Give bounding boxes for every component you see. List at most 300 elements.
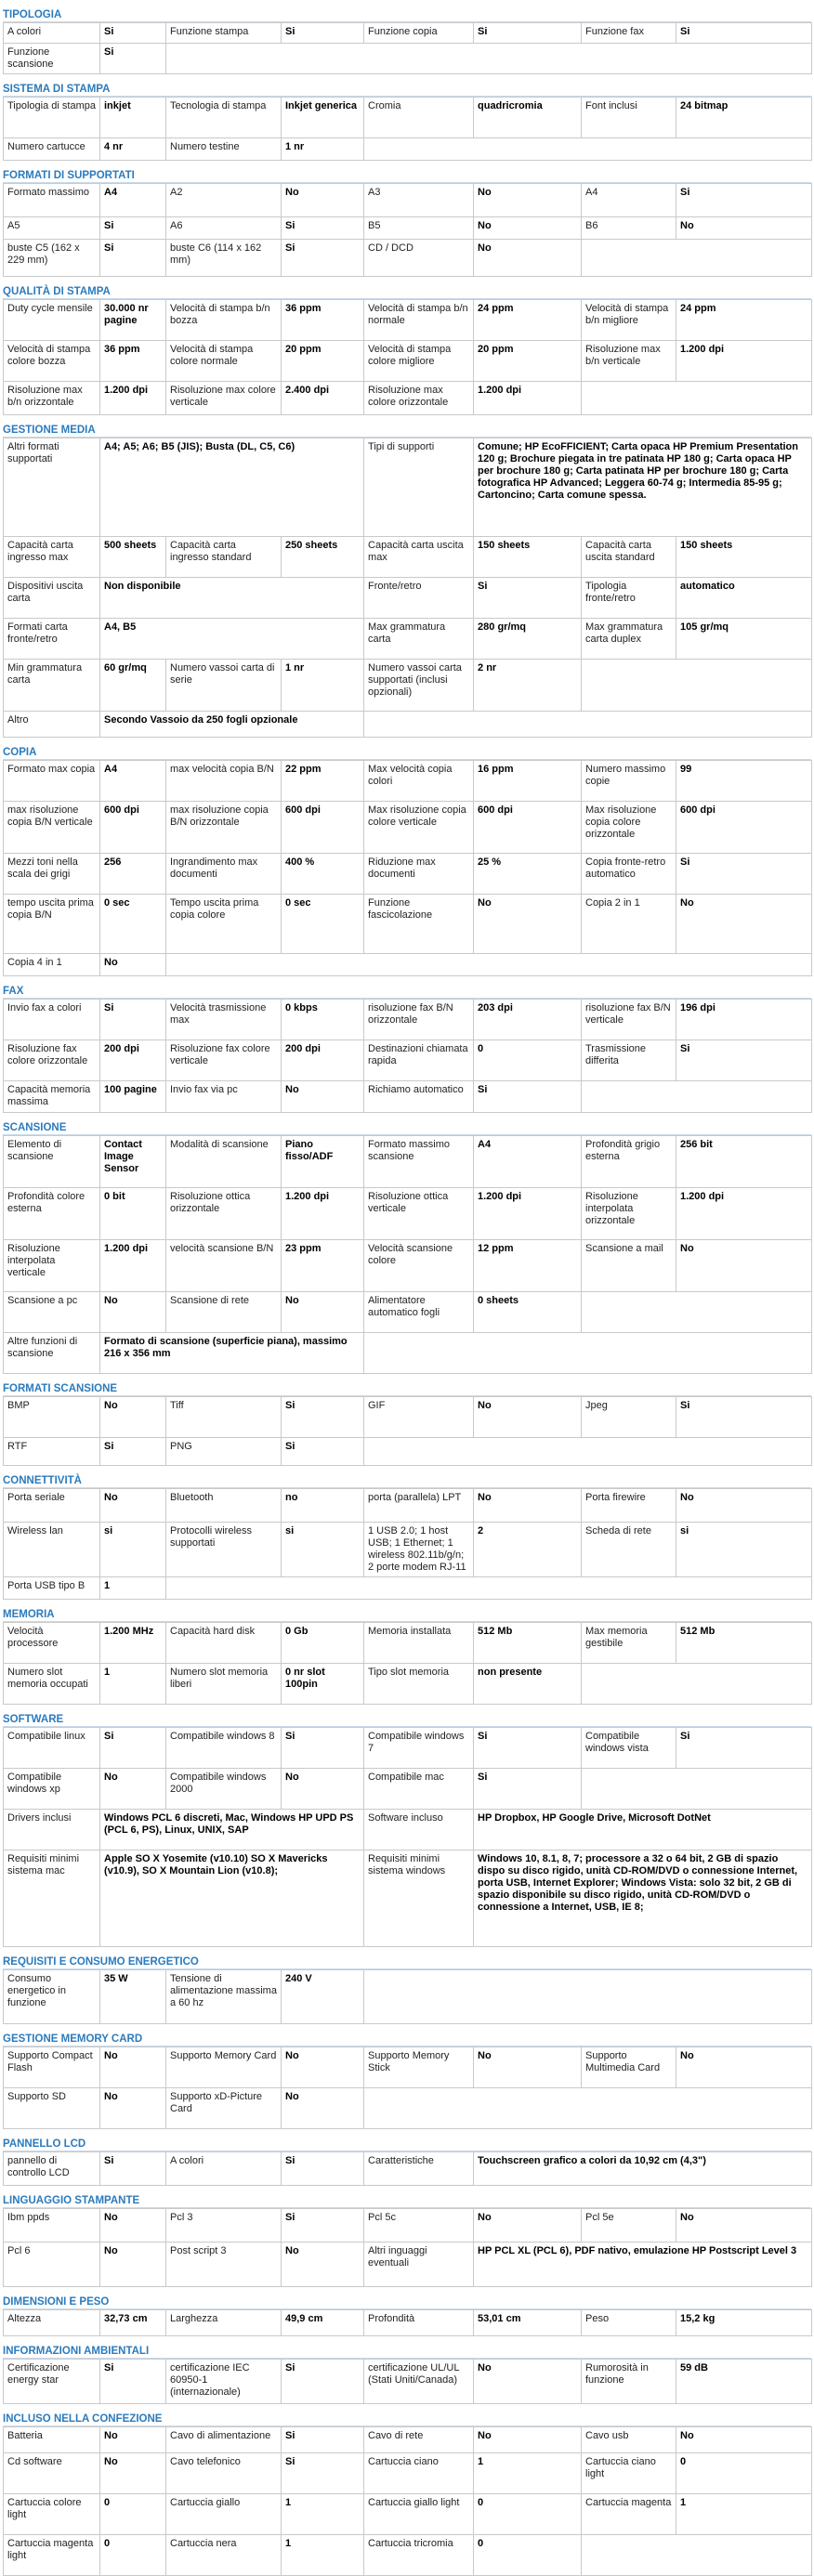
spec-label: Min grammatura carta [4, 660, 100, 712]
spec-label: max risoluzione copia B/N orizzontale [166, 802, 282, 854]
empty-cell [582, 1664, 812, 1705]
spec-value: No [282, 1769, 364, 1810]
spec-value: Si [100, 240, 166, 277]
section-title: SCANSIONE [3, 1113, 811, 1135]
spec-value: Si [282, 1397, 364, 1438]
spec-value: 1 nr [282, 138, 364, 161]
spec-label: Funzione stampa [166, 23, 282, 44]
spec-value: Formato di scansione (superficie piana), massimo 216 x 356 mm [100, 1333, 364, 1374]
spec-value: 59 dB [676, 2360, 812, 2404]
spec-value: 200 dpi [100, 1040, 166, 1081]
spec-label: Capacità memoria massima [4, 1081, 100, 1113]
spec-table [3, 2046, 812, 2129]
spec-value: No [100, 1397, 166, 1438]
spec-label: risoluzione fax B/N verticale [582, 1000, 676, 1040]
spec-label: A6 [166, 217, 282, 240]
spec-label: Destinazioni chiamata rapida [364, 1040, 474, 1081]
spec-label: Richiamo automatico [364, 1081, 474, 1113]
spec-value: si [100, 1523, 166, 1577]
spec-value: 0 bit [100, 1188, 166, 1240]
spec-value: Si [474, 578, 582, 619]
spec-label: Risoluzione interpolata orizzontale [582, 1188, 676, 1240]
spec-label: Certificazione energy star [4, 2360, 100, 2404]
spec-label: Software incluso [364, 1810, 474, 1850]
spec-label: Velocità di stampa b/n migliore [582, 300, 676, 341]
spec-label: Drivers inclusi [4, 1810, 100, 1850]
spec-row [4, 138, 812, 161]
empty-cell [582, 382, 812, 415]
spec-row [4, 660, 812, 712]
spec-table [3, 22, 812, 74]
spec-label: Compatibile windows vista [582, 1728, 676, 1769]
spec-label: buste C5 (162 x 229 mm) [4, 240, 100, 277]
spec-label: Formato max copia [4, 761, 100, 802]
spec-label: Tecnologia di stampa [166, 98, 282, 138]
spec-value: A4 [100, 184, 166, 217]
spec-row [4, 1438, 812, 1466]
spec-label: Cartuccia nera [166, 2535, 282, 2576]
spec-label: Numero massimo copie [582, 761, 676, 802]
spec-label: Capacità carta uscita standard [582, 537, 676, 578]
spec-label: Requisiti minimi sistema mac [4, 1850, 100, 1947]
spec-label: Compatibile windows 7 [364, 1728, 474, 1769]
spec-row [4, 2360, 812, 2404]
spec-value: Piano fisso/ADF [282, 1136, 364, 1188]
spec-label: Risoluzione ottica orizzontale [166, 1188, 282, 1240]
spec-label: Cartuccia magenta [582, 2494, 676, 2535]
spec-value: automatico [676, 578, 812, 619]
section-title: GESTIONE MEDIA [3, 415, 811, 438]
spec-row [4, 578, 812, 619]
spec-value: Si [474, 1081, 582, 1113]
spec-label: Pcl 3 [166, 2209, 282, 2243]
spec-label: Larghezza [166, 2310, 282, 2336]
spec-table [3, 299, 812, 415]
spec-row [4, 1769, 812, 1810]
spec-sheet [3, 0, 811, 2576]
spec-label: Pcl 5e [582, 2209, 676, 2243]
spec-value: 0 sec [100, 895, 166, 954]
spec-row [4, 537, 812, 578]
spec-label: Tipi di supporti [364, 438, 474, 537]
spec-label: Cartuccia ciano light [582, 2453, 676, 2494]
spec-value: 60 gr/mq [100, 660, 166, 712]
spec-row [4, 761, 812, 802]
spec-value: 1 [282, 2494, 364, 2535]
spec-label: Max memoria gestibile [582, 1623, 676, 1664]
spec-label: Funzione fax [582, 23, 676, 44]
spec-label: Numero slot memoria occupati [4, 1664, 100, 1705]
spec-row [4, 954, 812, 976]
spec-value: 280 gr/mq [474, 619, 582, 660]
spec-value: No [100, 2047, 166, 2088]
spec-value: No [282, 2088, 364, 2129]
spec-value: 23 ppm [282, 1240, 364, 1292]
spec-label: porta (parallela) LPT [364, 1489, 474, 1523]
spec-value: No [474, 1397, 582, 1438]
spec-value: No [474, 2047, 582, 2088]
spec-label: Modalità di scansione [166, 1136, 282, 1188]
spec-label: Tempo uscita prima copia colore [166, 895, 282, 954]
spec-label: Capacità carta uscita max [364, 537, 474, 578]
spec-value: 150 sheets [474, 537, 582, 578]
spec-value: Apple SO X Yosemite (v10.10) SO X Mavericks (v10.9), SO X Mountain Lion (v10.8); [100, 1850, 364, 1947]
spec-value: Inkjet generica [282, 98, 364, 138]
spec-label: Velocità di stampa colore bozza [4, 341, 100, 382]
spec-value: No [100, 2088, 166, 2129]
spec-value: 600 dpi [474, 802, 582, 854]
spec-value: No [474, 217, 582, 240]
spec-label: Velocità trasmissione max [166, 1000, 282, 1040]
spec-label: Cavo di rete [364, 2427, 474, 2453]
spec-value: Contact Image Sensor [100, 1136, 166, 1188]
spec-value: Si [100, 23, 166, 44]
spec-value: Secondo Vassoio da 250 fogli opzionale [100, 712, 364, 738]
spec-label: certificazione IEC 60950-1 (internazionale) [166, 2360, 282, 2404]
spec-label: Profondità grigio esterna [582, 1136, 676, 1188]
section-title: FORMATI SCANSIONE [3, 1374, 811, 1396]
spec-label: Compatibile windows 8 [166, 1728, 282, 1769]
spec-table [3, 999, 812, 1113]
spec-row [4, 1188, 812, 1240]
empty-cell [582, 240, 812, 277]
section-title: INFORMAZIONI AMBIENTALI [3, 2336, 811, 2359]
empty-cell [364, 1438, 812, 1466]
spec-value: Si [100, 2152, 166, 2186]
spec-value: No [676, 2209, 812, 2243]
spec-table [3, 1622, 812, 1705]
spec-label: Funzione fascicolazione [364, 895, 474, 954]
spec-value: 1 [676, 2494, 812, 2535]
spec-value: 99 [676, 761, 812, 802]
spec-value: 200 dpi [282, 1040, 364, 1081]
spec-value: si [676, 1523, 812, 1577]
spec-row [4, 44, 812, 74]
spec-label: Max risoluzione copia colore orizzontale [582, 802, 676, 854]
spec-label: Supporto Compact Flash [4, 2047, 100, 2088]
spec-label: Supporto Multimedia Card [582, 2047, 676, 2088]
spec-value: 24 ppm [676, 300, 812, 341]
spec-label: Compatibile linux [4, 1728, 100, 1769]
spec-value: 0 [474, 2494, 582, 2535]
spec-value: 1.200 dpi [100, 1240, 166, 1292]
spec-label: buste C6 (114 x 162 mm) [166, 240, 282, 277]
spec-value: 240 V [282, 1970, 364, 2024]
spec-row [4, 2427, 812, 2453]
spec-label: A colori [166, 2152, 282, 2186]
spec-row [4, 341, 812, 382]
spec-value: Windows PCL 6 discreti, Mac, Windows HP UPD PS (PCL 6, PS), Linux, UNIX, SAP [100, 1810, 364, 1850]
spec-value: 600 dpi [100, 802, 166, 854]
spec-value: No [676, 1240, 812, 1292]
spec-value: 100 pagine [100, 1081, 166, 1113]
spec-label: Scansione a pc [4, 1292, 100, 1333]
spec-value: 30.000 nr pagine [100, 300, 166, 341]
spec-value: 20 ppm [474, 341, 582, 382]
spec-row [4, 854, 812, 895]
spec-label: Formati carta fronte/retro [4, 619, 100, 660]
spec-value: 25 % [474, 854, 582, 895]
spec-label: Scansione di rete [166, 1292, 282, 1333]
section-title: DIMENSIONI E PESO [3, 2287, 811, 2309]
empty-cell [364, 138, 812, 161]
section-title: SISTEMA DI STAMPA [3, 74, 811, 97]
spec-value: 35 W [100, 1970, 166, 2024]
spec-value: No [100, 2453, 166, 2494]
spec-value: Si [676, 184, 812, 217]
spec-label: Font inclusi [582, 98, 676, 138]
spec-label: Duty cycle mensile [4, 300, 100, 341]
spec-value: 250 sheets [282, 537, 364, 578]
spec-value: Touchscreen grafico a colori da 10,92 cm (4,3") [474, 2152, 812, 2186]
spec-label: Protocolli wireless supportati [166, 1523, 282, 1577]
spec-value: 105 gr/mq [676, 619, 812, 660]
spec-value: No [474, 2360, 582, 2404]
spec-value: Non disponibile [100, 578, 364, 619]
spec-label: Cavo usb [582, 2427, 676, 2453]
spec-value: Si [282, 1438, 364, 1466]
spec-label: Capacità carta ingresso max [4, 537, 100, 578]
spec-table [3, 2151, 812, 2186]
spec-value: 36 ppm [282, 300, 364, 341]
spec-label: Formato massimo scansione [364, 1136, 474, 1188]
spec-value: No [282, 2047, 364, 2088]
spec-value: 15,2 kg [676, 2310, 812, 2336]
spec-value: Si [676, 1728, 812, 1769]
spec-row [4, 300, 812, 341]
spec-label: velocità scansione B/N [166, 1240, 282, 1292]
spec-value: No [474, 895, 582, 954]
spec-label: Max velocità copia colori [364, 761, 474, 802]
spec-label: Numero testine [166, 138, 282, 161]
spec-value: No [282, 1081, 364, 1113]
spec-value: 600 dpi [282, 802, 364, 854]
spec-label: Post script 3 [166, 2243, 282, 2287]
spec-label: B6 [582, 217, 676, 240]
section-title: CONNETTIVITÀ [3, 1466, 811, 1488]
spec-value: non presente [474, 1664, 582, 1705]
empty-cell [582, 1081, 812, 1113]
section-title: PANNELLO LCD [3, 2129, 811, 2151]
spec-label: Max risoluzione copia colore verticale [364, 802, 474, 854]
spec-label: Cartuccia giallo [166, 2494, 282, 2535]
spec-label: max velocità copia B/N [166, 761, 282, 802]
spec-value: Si [282, 2209, 364, 2243]
spec-label: Velocità di stampa colore migliore [364, 341, 474, 382]
section-title: REQUISITI E CONSUMO ENERGETICO [3, 1947, 811, 1969]
spec-label: Scansione a mail [582, 1240, 676, 1292]
spec-value: 2 nr [474, 660, 582, 712]
spec-value: 0 [474, 2535, 582, 2576]
spec-value: si [282, 1523, 364, 1577]
spec-value: Windows 10, 8.1, 8, 7; processore a 32 o 64 bit, 2 GB di spazio dispo su disco rigido, unità CD-ROM/DVD o connessione Internet, porta USB, Internet Explorer; Windows Vista: solo 32 bit, 2 GB di spazio disponibile su disco rigido, unità CD-ROM/DVD o connessione a Internet, USB, IE 8; [474, 1850, 812, 1947]
spec-label: Tiff [166, 1397, 282, 1438]
section-title: SOFTWARE [3, 1705, 811, 1727]
spec-label: Cartuccia colore light [4, 2494, 100, 2535]
spec-value: No [676, 2047, 812, 2088]
spec-row [4, 1728, 812, 1769]
spec-value: No [676, 895, 812, 954]
spec-label: Wireless lan [4, 1523, 100, 1577]
spec-value: 2.400 dpi [282, 382, 364, 415]
spec-label: Funzione scansione [4, 44, 100, 74]
spec-label: Invio fax a colori [4, 1000, 100, 1040]
spec-label: Cartuccia ciano [364, 2453, 474, 2494]
spec-label: risoluzione fax B/N orizzontale [364, 1000, 474, 1040]
spec-value: quadricromia [474, 98, 582, 138]
spec-label: Risoluzione max b/n orizzontale [4, 382, 100, 415]
spec-value: A4, B5 [100, 619, 364, 660]
spec-label: Altezza [4, 2310, 100, 2336]
spec-row [4, 184, 812, 217]
spec-label: Batteria [4, 2427, 100, 2453]
spec-row [4, 1040, 812, 1081]
spec-value: 203 dpi [474, 1000, 582, 1040]
spec-label: Velocità scansione colore [364, 1240, 474, 1292]
spec-value: Si [676, 1040, 812, 1081]
spec-value: No [474, 2427, 582, 2453]
spec-value: 600 dpi [676, 802, 812, 854]
spec-value: 32,73 cm [100, 2310, 166, 2336]
spec-label: Compatibile windows 2000 [166, 1769, 282, 1810]
spec-label: Risoluzione fax colore orizzontale [4, 1040, 100, 1081]
spec-label: Cavo di alimentazione [166, 2427, 282, 2453]
spec-label: Pcl 5c [364, 2209, 474, 2243]
spec-label: Porta seriale [4, 1489, 100, 1523]
spec-value: No [676, 2427, 812, 2453]
spec-label: Max grammatura carta [364, 619, 474, 660]
empty-cell [582, 1292, 812, 1333]
spec-value: 400 % [282, 854, 364, 895]
spec-row [4, 2209, 812, 2243]
spec-value: No [100, 2243, 166, 2287]
spec-value: 1.200 dpi [282, 1188, 364, 1240]
spec-label: Tensione di alimentazione massima a 60 hz [166, 1970, 282, 2024]
spec-label: Bluetooth [166, 1489, 282, 1523]
spec-label: BMP [4, 1397, 100, 1438]
empty-cell [364, 1333, 812, 1374]
section-title: COPIA [3, 738, 811, 760]
spec-label: 1 USB 2.0; 1 host USB; 1 Ethernet; 1 wireless 802.11b/g/n; 2 porte modem RJ-11 [364, 1523, 474, 1577]
section-title: TIPOLOGIA [3, 0, 811, 22]
section-title: GESTIONE MEMORY CARD [3, 2024, 811, 2046]
spec-value: 500 sheets [100, 537, 166, 578]
spec-value: Si [676, 1397, 812, 1438]
spec-label: Altri inguaggi eventuali [364, 2243, 474, 2287]
spec-value: Si [282, 240, 364, 277]
section-title: FAX [3, 976, 811, 999]
spec-label: Invio fax via pc [166, 1081, 282, 1113]
spec-table [3, 183, 812, 277]
spec-row [4, 1292, 812, 1333]
spec-value: 512 Mb [676, 1623, 812, 1664]
spec-label: Velocità di stampa b/n normale [364, 300, 474, 341]
spec-table [3, 1135, 812, 1374]
spec-label: Porta USB tipo B [4, 1577, 100, 1600]
spec-label: Compatibile mac [364, 1769, 474, 1810]
spec-value: Si [282, 1728, 364, 1769]
spec-label: Capacità carta ingresso standard [166, 537, 282, 578]
spec-value: 1.200 dpi [100, 382, 166, 415]
spec-row [4, 23, 812, 44]
spec-row [4, 712, 812, 738]
spec-label: Funzione copia [364, 23, 474, 44]
spec-row [4, 1489, 812, 1523]
spec-label: Formato massimo [4, 184, 100, 217]
spec-label: Numero vassoi carta di serie [166, 660, 282, 712]
spec-value: Si [676, 23, 812, 44]
spec-value: Si [100, 2360, 166, 2404]
spec-row [4, 2152, 812, 2186]
spec-row [4, 2047, 812, 2088]
spec-value: 1 [100, 1577, 166, 1600]
spec-value: 1.200 dpi [474, 1188, 582, 1240]
spec-value: No [100, 1769, 166, 1810]
spec-label: Dispositivi uscita carta [4, 578, 100, 619]
spec-label: Cartuccia tricromia [364, 2535, 474, 2576]
spec-value: Si [100, 1728, 166, 1769]
spec-value: A4; A5; A6; B5 (JIS); Busta (DL, C5, C6) [100, 438, 364, 537]
spec-value: No [474, 184, 582, 217]
empty-cell [582, 1769, 812, 1810]
spec-row [4, 802, 812, 854]
spec-label: Profondità [364, 2310, 474, 2336]
spec-table [3, 1727, 812, 1947]
spec-label: Cartuccia magenta light [4, 2535, 100, 2576]
spec-value: 1.200 dpi [676, 1188, 812, 1240]
spec-label: Supporto Memory Stick [364, 2047, 474, 2088]
spec-value: 1 nr [282, 660, 364, 712]
spec-label: CD / DCD [364, 240, 474, 277]
spec-value: HP PCL XL (PCL 6), PDF nativo, emulazione HP Postscript Level 3 [474, 2243, 812, 2287]
empty-cell [364, 2088, 812, 2129]
spec-value: 0 sec [282, 895, 364, 954]
spec-label: Risoluzione ottica verticale [364, 1188, 474, 1240]
spec-table [3, 2208, 812, 2287]
spec-value: 0 [100, 2494, 166, 2535]
spec-value: Si [282, 2360, 364, 2404]
spec-value: 150 sheets [676, 537, 812, 578]
spec-label: Profondità colore esterna [4, 1188, 100, 1240]
spec-label: B5 [364, 217, 474, 240]
spec-label: Porta firewire [582, 1489, 676, 1523]
spec-value: 0 [100, 2535, 166, 2576]
empty-cell [582, 660, 812, 712]
spec-table [3, 97, 812, 161]
spec-value: 4 nr [100, 138, 166, 161]
spec-value: No [474, 2209, 582, 2243]
spec-value: 24 bitmap [676, 98, 812, 138]
spec-label: A3 [364, 184, 474, 217]
spec-label: Max grammatura carta duplex [582, 619, 676, 660]
spec-label: Cartuccia giallo light [364, 2494, 474, 2535]
spec-value: Si [282, 23, 364, 44]
spec-label: Rumorosità in funzione [582, 2360, 676, 2404]
spec-row [4, 1664, 812, 1705]
spec-label: Supporto xD-Picture Card [166, 2088, 282, 2129]
spec-value: No [100, 1489, 166, 1523]
spec-label: Altro [4, 712, 100, 738]
spec-table [3, 760, 812, 976]
spec-value: 0 sheets [474, 1292, 582, 1333]
spec-row [4, 382, 812, 415]
spec-table [3, 1969, 812, 2024]
empty-cell [364, 712, 812, 738]
spec-value: no [282, 1489, 364, 1523]
spec-value: Si [282, 2453, 364, 2494]
spec-row [4, 98, 812, 138]
spec-label: Copia 4 in 1 [4, 954, 100, 976]
